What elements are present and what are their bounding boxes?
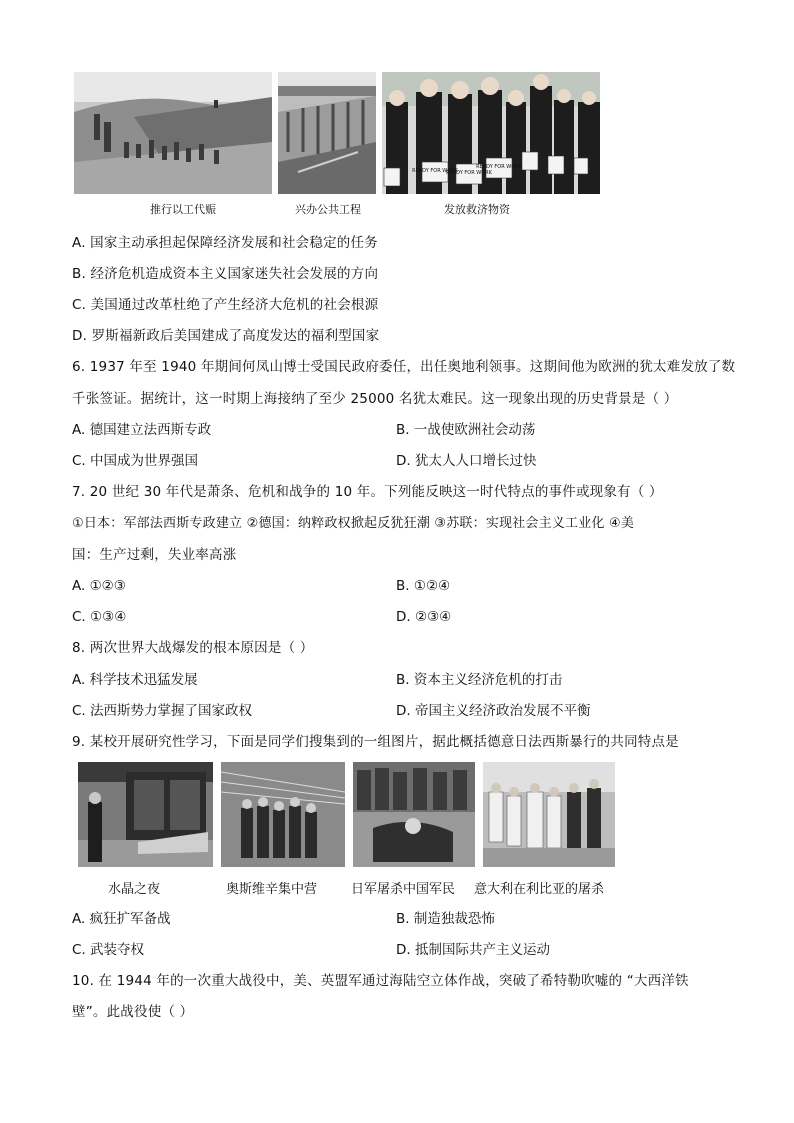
- q8-stem: 8. 两次世界大战爆发的根本原因是（ ）: [72, 640, 314, 656]
- q7-option-a[interactable]: A. ①②③: [72, 578, 126, 594]
- q7-option-b[interactable]: B. ①②④: [396, 578, 451, 594]
- q8-option-c[interactable]: C. 法西斯势力掌握了国家政权: [72, 703, 253, 719]
- q8-option-a[interactable]: A. 科学技术迅猛发展: [72, 672, 198, 688]
- q6-option-d[interactable]: D. 犹太人人口增长过快: [396, 453, 537, 469]
- q10-stem-line2: 壁”。此战役使（ ）: [72, 1004, 194, 1020]
- caption-japanese-massacre: 日军屠杀中国军民: [351, 882, 456, 897]
- sign-text-1: READY FOR WORK: [412, 168, 458, 174]
- sign-text-2: READY FOR WORK: [446, 170, 492, 176]
- q9-option-d[interactable]: D. 抵制国际共产主义运动: [396, 942, 550, 958]
- photo-italian-libya: [483, 762, 615, 867]
- top-photo-row: [74, 72, 600, 194]
- q7-option-d[interactable]: D. ②③④: [396, 609, 452, 625]
- caption-public-works: 兴办公共工程: [295, 203, 361, 216]
- q10-stem-line1: 10. 在 1944 年的一次重大战役中，美、英盟军通过海陆空立体作战，突破了希特勒吹嘘的 “大西洋铁: [72, 973, 689, 989]
- q7-stem-line3: 国：生产过剩，失业率高涨: [72, 547, 237, 563]
- q5-option-b[interactable]: B. 经济危机造成资本主义国家迷失社会发展的方向: [72, 266, 379, 282]
- q5-option-c[interactable]: C. 美国通过改革杜绝了产生经济大危机的社会根源: [72, 297, 379, 313]
- q8-option-d[interactable]: D. 帝国主义经济政治发展不平衡: [396, 703, 591, 719]
- q9-option-a[interactable]: A. 疯狂扩军备战: [72, 911, 171, 927]
- photo-public-works: [278, 72, 376, 194]
- caption-work-relief: 推行以工代赈: [150, 203, 216, 216]
- q9-option-c[interactable]: C. 武装夺权: [72, 942, 145, 958]
- q5-option-d[interactable]: D. 罗斯福新政后美国建成了高度发达的福利型国家: [72, 328, 380, 344]
- q9-stem: 9. 某校开展研究性学习，下面是同学们搜集到的一组图片，据此概括德意日法西斯暴行的共同特点是: [72, 734, 679, 750]
- caption-auschwitz: 奥斯维辛集中营: [226, 882, 318, 897]
- caption-kristallnacht: 水晶之夜: [108, 882, 161, 897]
- caption-relief-supplies: 发放救济物资: [444, 203, 510, 216]
- q9-photo-row: [78, 762, 615, 867]
- photo-auschwitz: [221, 762, 345, 867]
- photo-relief-supplies: [382, 72, 600, 194]
- q6-option-a[interactable]: A. 德国建立法西斯专政: [72, 422, 212, 438]
- photo-japanese-massacre: [353, 762, 475, 867]
- q6-option-b[interactable]: B. 一战使欧洲社会动荡: [396, 422, 536, 438]
- q6-stem-line1: 6. 1937 年至 1940 年期间何凤山博士受国民政府委任，出任奥地利领事。这期间他为欧洲的犹太难发放了数: [72, 359, 736, 375]
- q9-option-b[interactable]: B. 制造独裁恐怖: [396, 911, 495, 927]
- photo-work-relief: [74, 72, 272, 194]
- q7-stem-line2: ①日本：军部法西斯专政建立 ②德国：纳粹政权掀起反犹狂潮 ③苏联：实现社会主义工业化 ④美: [72, 516, 635, 531]
- caption-italian-libya: 意大利在利比亚的屠杀: [474, 882, 605, 897]
- q5-option-a[interactable]: A. 国家主动承担起保障经济发展和社会稳定的任务: [72, 235, 378, 251]
- q7-option-c[interactable]: C. ①③④: [72, 609, 127, 625]
- q7-stem-line1: 7. 20 世纪 30 年代是萧条、危机和战争的 10 年。下列能反映这一时代特点的事件或现象有（ ）: [72, 484, 663, 500]
- q6-stem-line2: 千张签证。据统计，这一时期上海接纳了至少 25000 名犹太难民。这一现象出现的历史背景是（ ）: [72, 391, 678, 407]
- q6-option-c[interactable]: C. 中国成为世界强国: [72, 453, 199, 469]
- sign-text-3: READY FOR WORK: [476, 164, 522, 170]
- q8-option-b[interactable]: B. 资本主义经济危机的打击: [396, 672, 563, 688]
- photo-kristallnacht: [78, 762, 213, 867]
